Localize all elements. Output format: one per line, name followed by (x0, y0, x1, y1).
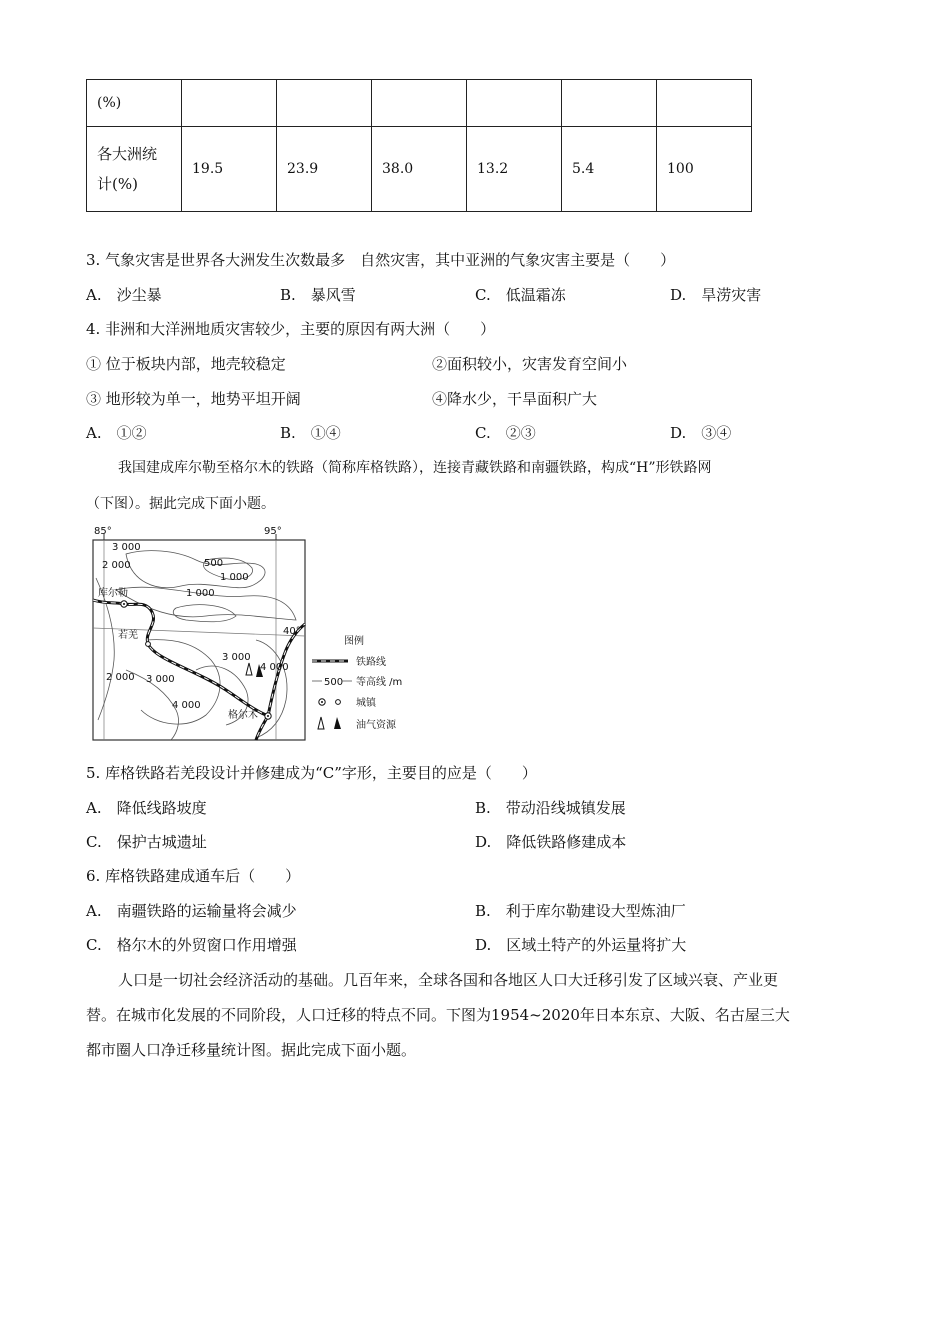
contour-label: 3 000 (112, 542, 141, 553)
legend-oil: 油气资源 (356, 720, 396, 731)
q4-option-d[interactable]: D. ③④ (670, 424, 732, 442)
table-cell: 19.5 (182, 127, 277, 212)
intro-1-line-2: （下图）。据此完成下面小题。 (86, 496, 275, 512)
lon-label: 95° (264, 526, 282, 537)
table-row (87, 80, 752, 127)
legend-oil-icon (318, 717, 324, 729)
q5-option-b[interactable]: B. 带动沿线城镇发展 (475, 799, 626, 817)
legend-contour-value: 500 (324, 677, 344, 688)
city-label-ruoqiang: 若羌 (118, 630, 138, 641)
legend-oil-icon (334, 717, 341, 729)
table-cell (277, 80, 372, 127)
q4-item-4: ④降水少，干旱面积广大 (432, 390, 598, 408)
table-cell (182, 80, 277, 127)
table-cell: 5.4 (562, 127, 657, 212)
question-3-stem: 3. 气象灾害是世界各大洲发生次数最多 自然灾害，其中亚洲的气象灾害主要是（ ） (86, 251, 676, 269)
contour-label: 500 (204, 558, 224, 569)
city-marker-ruoqiang (146, 642, 151, 647)
table-row (87, 127, 752, 212)
table-cell: 13.2 (467, 127, 562, 212)
q4-option-a[interactable]: A. ①② (86, 424, 147, 442)
q4-option-b[interactable]: B. ①④ (280, 424, 341, 442)
question-5-stem: 5. 库格铁路若羌段设计并修建成为“C”字形，主要目的应是（ ） (86, 764, 537, 782)
row-label-line: 各大洲统 (97, 145, 158, 163)
question-6-stem: 6. 库格铁路建成通车后（ ） (86, 867, 301, 885)
row-label (87, 127, 182, 212)
table-cell (562, 80, 657, 127)
q6-option-c[interactable]: C. 格尔木的外贸窗口作用增强 (86, 936, 297, 954)
railway-map (86, 520, 436, 742)
q5-option-a[interactable]: A. 降低线路坡度 (86, 799, 207, 817)
intro-1-line-1: 我国建成库尔勒至格尔木的铁路（简称库格铁路），连接青藏铁路和南疆铁路，构成“H”形铁路网 (118, 460, 712, 476)
q5-option-d[interactable]: D. 降低铁路修建成本 (475, 833, 627, 851)
intro-2-line-3: 都市圈人口净迁移量统计图。据此完成下面小题。 (86, 1041, 417, 1059)
q6-option-a[interactable]: A. 南疆铁路的运输量将会减少 (86, 902, 297, 920)
map-legend (312, 634, 402, 731)
intro-2-line-2: 替。在城市化发展的不同阶段，人口迁移的特点不同。下图为1954~2020年日本东京、大阪、名古屋三大 (86, 1006, 790, 1024)
legend-town: 城镇 (356, 698, 376, 709)
q6-option-d[interactable]: D. 区域土特产的外运量将扩大 (475, 936, 687, 954)
row-label: (%) (87, 80, 182, 127)
q4-option-c[interactable]: C. ②③ (475, 424, 536, 442)
lon-label: 85° (94, 526, 112, 537)
q6-option-b[interactable]: B. 利于库尔勒建设大型炼油厂 (475, 902, 686, 920)
contour-label: 3 000 (222, 652, 251, 663)
contour-label: 2 000 (106, 672, 135, 683)
city-label-golmud: 格尔木 (228, 710, 258, 721)
contour-label: 2 000 (102, 560, 131, 571)
lat-label: 40° (283, 626, 301, 637)
question-4-stem: 4. 非洲和大洋洲地质灾害较少，主要的原因有两大洲（ ） (86, 320, 496, 338)
q3-option-a[interactable]: A. 沙尘暴 (86, 286, 162, 304)
disaster-stats-table (86, 79, 752, 212)
q4-item-2: ②面积较小，灾害发育空间小 (432, 355, 628, 373)
q4-item-1: ① 位于板块内部，地壳较稳定 (86, 355, 286, 373)
legend-title: 图例 (344, 636, 364, 647)
table-cell: 38.0 (372, 127, 467, 212)
q4-item-3: ③ 地形较为单一，地势平坦开阔 (86, 390, 301, 408)
q3-option-c[interactable]: C. 低温霜冻 (475, 286, 566, 304)
legend-town-icon (336, 700, 341, 705)
contour-label: 3 000 (146, 674, 175, 685)
row-label-line: 计(%) (97, 175, 138, 193)
q3-option-d[interactable]: D. 旱涝灾害 (670, 286, 762, 304)
legend-contour: 等高线 /m (356, 677, 403, 688)
table-cell (467, 80, 562, 127)
contour-label: 1 000 (220, 572, 249, 583)
contour-label: 1 000 (186, 588, 215, 599)
legend-rail: 铁路线 (356, 657, 386, 668)
table-cell (657, 80, 752, 127)
q5-option-c[interactable]: C. 保护古城遗址 (86, 833, 207, 851)
table-cell (372, 80, 467, 127)
table-cell: 23.9 (277, 127, 372, 212)
contour-label: 4 000 (172, 700, 201, 711)
city-label-korla: 库尔勒 (98, 588, 128, 599)
table-cell: 100 (657, 127, 752, 212)
q3-option-b[interactable]: B. 暴风雪 (280, 286, 356, 304)
intro-2-line-1: 人口是一切社会经济活动的基础。几百年来，全球各国和各地区人口大迁移引发了区域兴衰、产业更 (118, 971, 779, 989)
contour-label: 4 000 (260, 662, 289, 673)
